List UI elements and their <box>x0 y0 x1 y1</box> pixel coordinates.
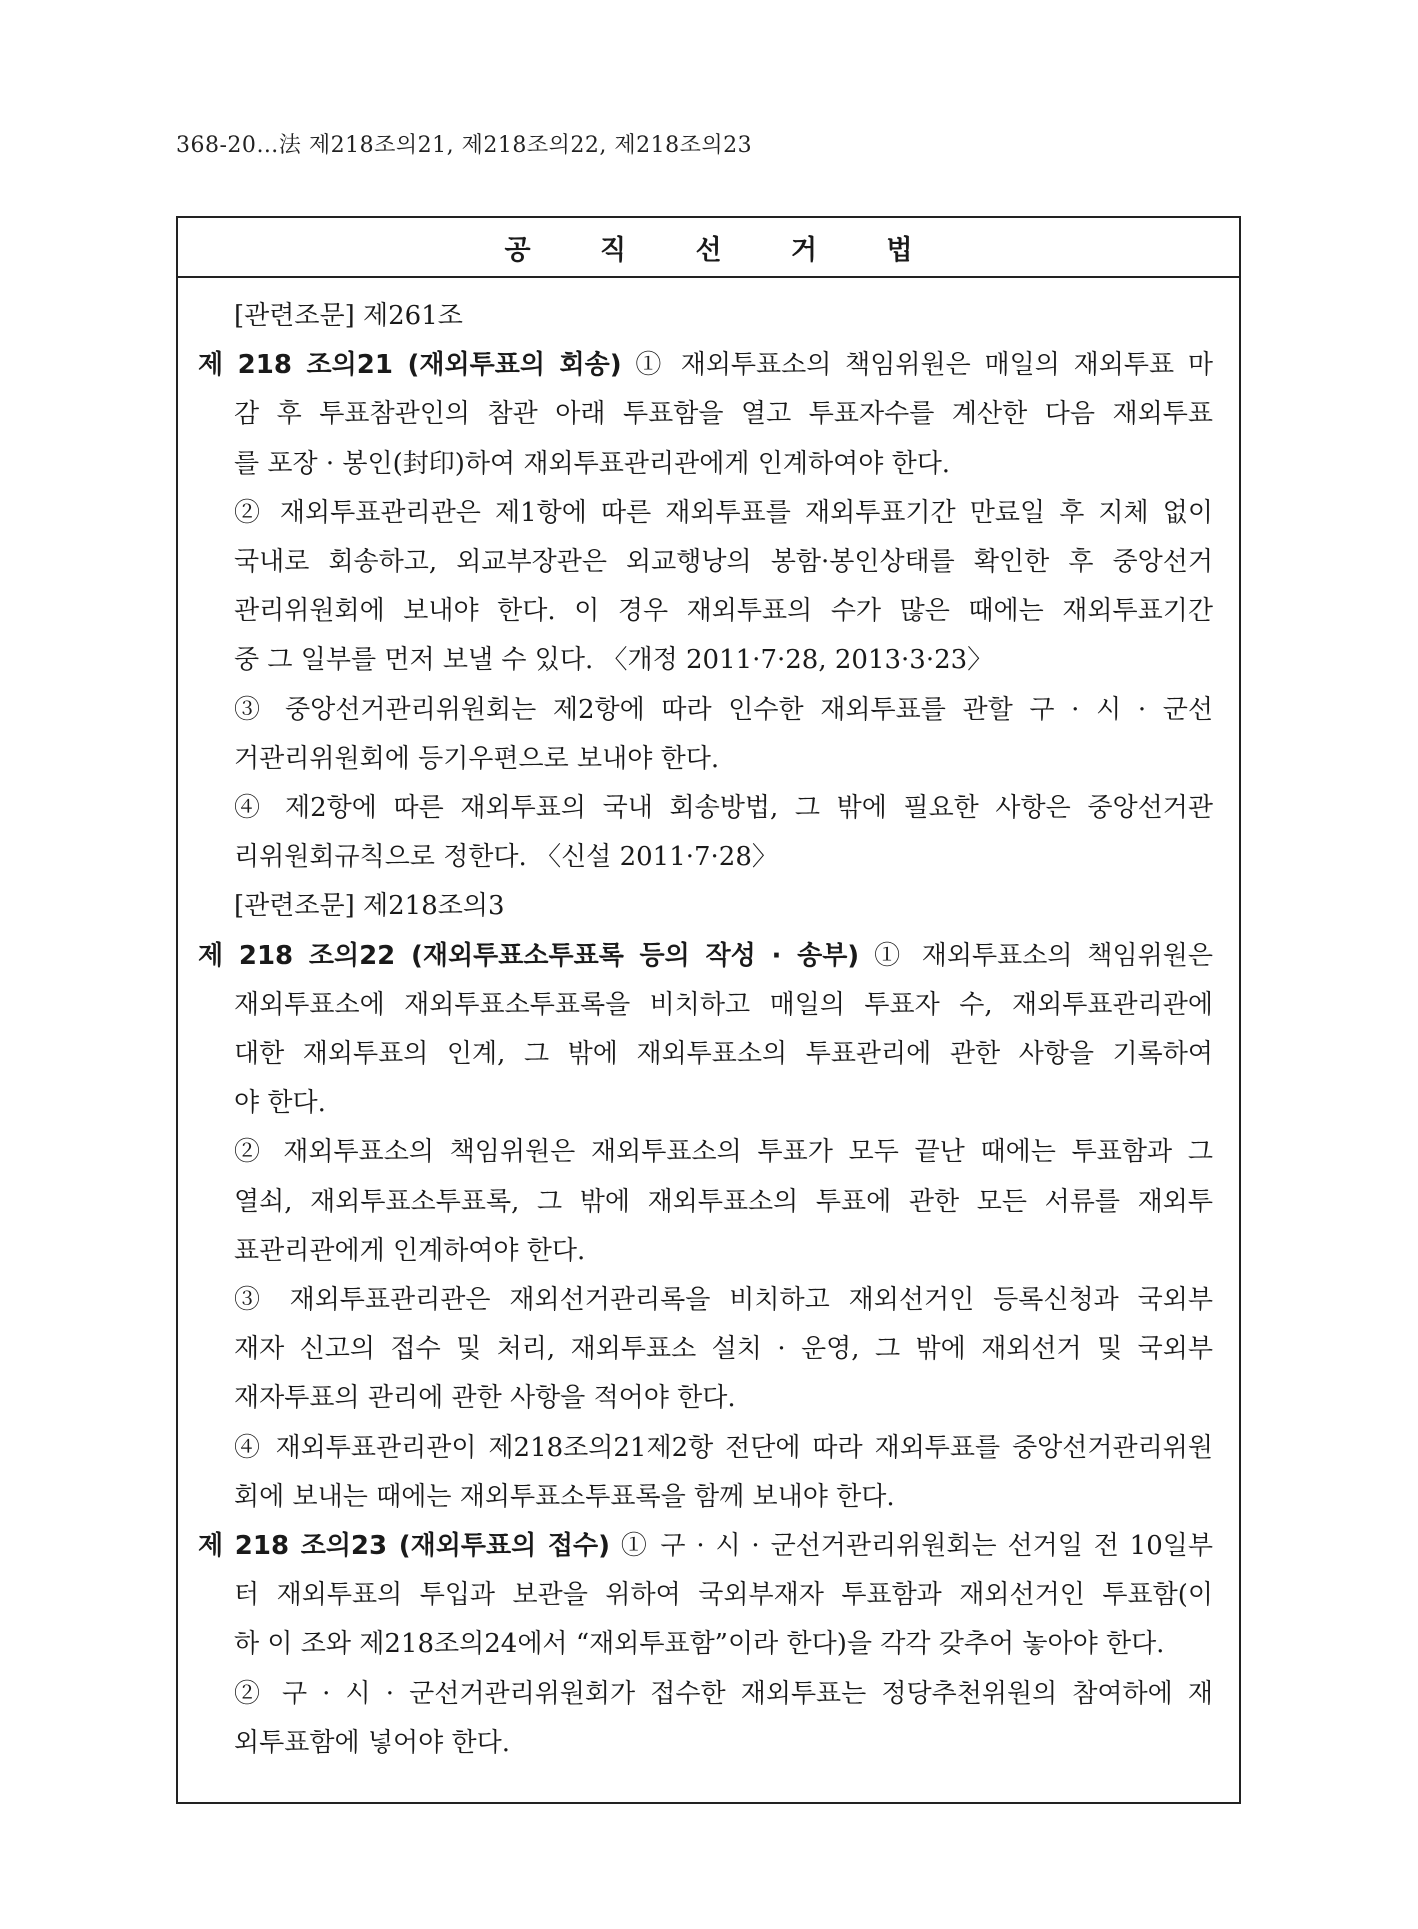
article-text: ① 구 · 시 · 군선거관리위원회는 선거일 전 10일부 <box>610 1531 1213 1562</box>
article-line: 거관리위원회에 등기우편으로 보내야 한다. <box>234 743 720 774</box>
article-line: ③ 재외투표관리관은 재외선거관리록을 비치하고 재외선거인 등록신청과 국외부 <box>234 1285 1213 1316</box>
article-line: 를 포장 · 봉인(封印)하여 재외투표관리관에게 인계하여야 한다. <box>234 448 951 479</box>
article-line: 하 이 조와 제218조의24에서 “재외투표함”이라 한다)을 각각 갖추어 놓아야 한다. <box>234 1629 1165 1660</box>
article-text: ① 재외투표소의 책임위원은 매일의 재외투표 마 <box>621 350 1213 381</box>
article-line: 리위원회규칙으로 정한다. 〈신설 2011·7·28〉 <box>234 842 778 873</box>
article-line: 터 재외투표의 투입과 보관을 위하여 국외부재자 투표함과 재외선거인 투표함(이 <box>234 1580 1213 1611</box>
article-line: 국내로 회송하고, 외교부장관은 외교행낭의 봉함·봉인상태를 확인한 후 중앙선거 <box>234 547 1213 578</box>
article-line: 야 한다. <box>234 1088 326 1119</box>
article-line: 감 후 투표참관인의 참관 아래 투표함을 열고 투표자수를 계산한 다음 재외투표 <box>234 399 1213 430</box>
article-line: 외투표함에 넣어야 한다. <box>234 1727 510 1758</box>
article-line: 재자 신고의 접수 및 처리, 재외투표소 설치 · 운영, 그 밖에 재외선거 및 국외부 <box>234 1334 1213 1365</box>
article-218-23-first-line <box>198 1522 1213 1571</box>
article-line: 열쇠, 재외투표소투표록, 그 밖에 재외투표소의 투표에 관한 모든 서류를 재외투 <box>234 1186 1213 1217</box>
law-title: 공 직 선 거 법 <box>178 218 1239 278</box>
article-line: 회에 보내는 때에는 재외투표소투표록을 함께 보내야 한다. <box>234 1481 895 1512</box>
article-line: 중 그 일부를 먼저 보낼 수 있다. 〈개정 2011·7·28, 2013·3·23〉 <box>234 645 994 676</box>
law-body <box>178 278 1239 1768</box>
law-text-box <box>176 216 1241 1804</box>
article-heading: 제 218 조의23 (재외투표의 접수) <box>198 1531 610 1562</box>
article-line: ③ 중앙선거관리위원회는 제2항에 따라 인수한 재외투표를 관할 구 · 시 · 군선 <box>234 694 1213 725</box>
article-line: 표관리관에게 인계하여야 한다. <box>234 1235 586 1266</box>
article-line: 대한 재외투표의 인계, 그 밖에 재외투표소의 투표관리에 관한 사항을 기록하여 <box>234 1039 1213 1070</box>
article-line: ② 구 · 시 · 군선거관리위원회가 접수한 재외투표는 정당추천위원의 참여하에 재 <box>234 1678 1213 1709</box>
article-line: 재자투표의 관리에 관한 사항을 적어야 한다. <box>234 1383 736 1414</box>
article-line: ④ 제2항에 따른 재외투표의 국내 회송방법, 그 밖에 필요한 사항은 중앙선거관 <box>234 793 1213 824</box>
article-line: 재외투표소에 재외투표소투표록을 비치하고 매일의 투표자 수, 재외투표관리관에 <box>234 989 1213 1020</box>
article-line: ② 재외투표소의 책임위원은 재외투표소의 투표가 모두 끝난 때에는 투표함과 그 <box>234 1137 1213 1168</box>
page-reference-header: 368-20…法 제218조의21, 제218조의22, 제218조의23 <box>176 133 753 158</box>
article-line: ④ 재외투표관리관이 제218조의21제2항 전단에 따라 재외투표를 중앙선거관리위원 <box>234 1432 1213 1463</box>
article-line: 관리위원회에 보내야 한다. 이 경우 재외투표의 수가 많은 때에는 재외투표기간 <box>234 596 1213 627</box>
article-218-22-first-line <box>198 932 1213 981</box>
article-line: ② 재외투표관리관은 제1항에 따른 재외투표를 재외투표기간 만료일 후 지체 없이 <box>234 497 1213 528</box>
related-article-ref: [관련조문] 제218조의3 <box>234 891 505 922</box>
article-heading: 제 218 조의21 (재외투표의 회송) <box>198 350 622 381</box>
related-article-ref: [관련조문] 제261조 <box>234 301 463 331</box>
article-text: ① 재외투표소의 책임위원은 <box>859 940 1213 971</box>
article-heading: 제 218 조의22 (재외투표소투표록 등의 작성 · 송부) <box>198 940 860 971</box>
article-218-21-first-line <box>198 341 1213 390</box>
